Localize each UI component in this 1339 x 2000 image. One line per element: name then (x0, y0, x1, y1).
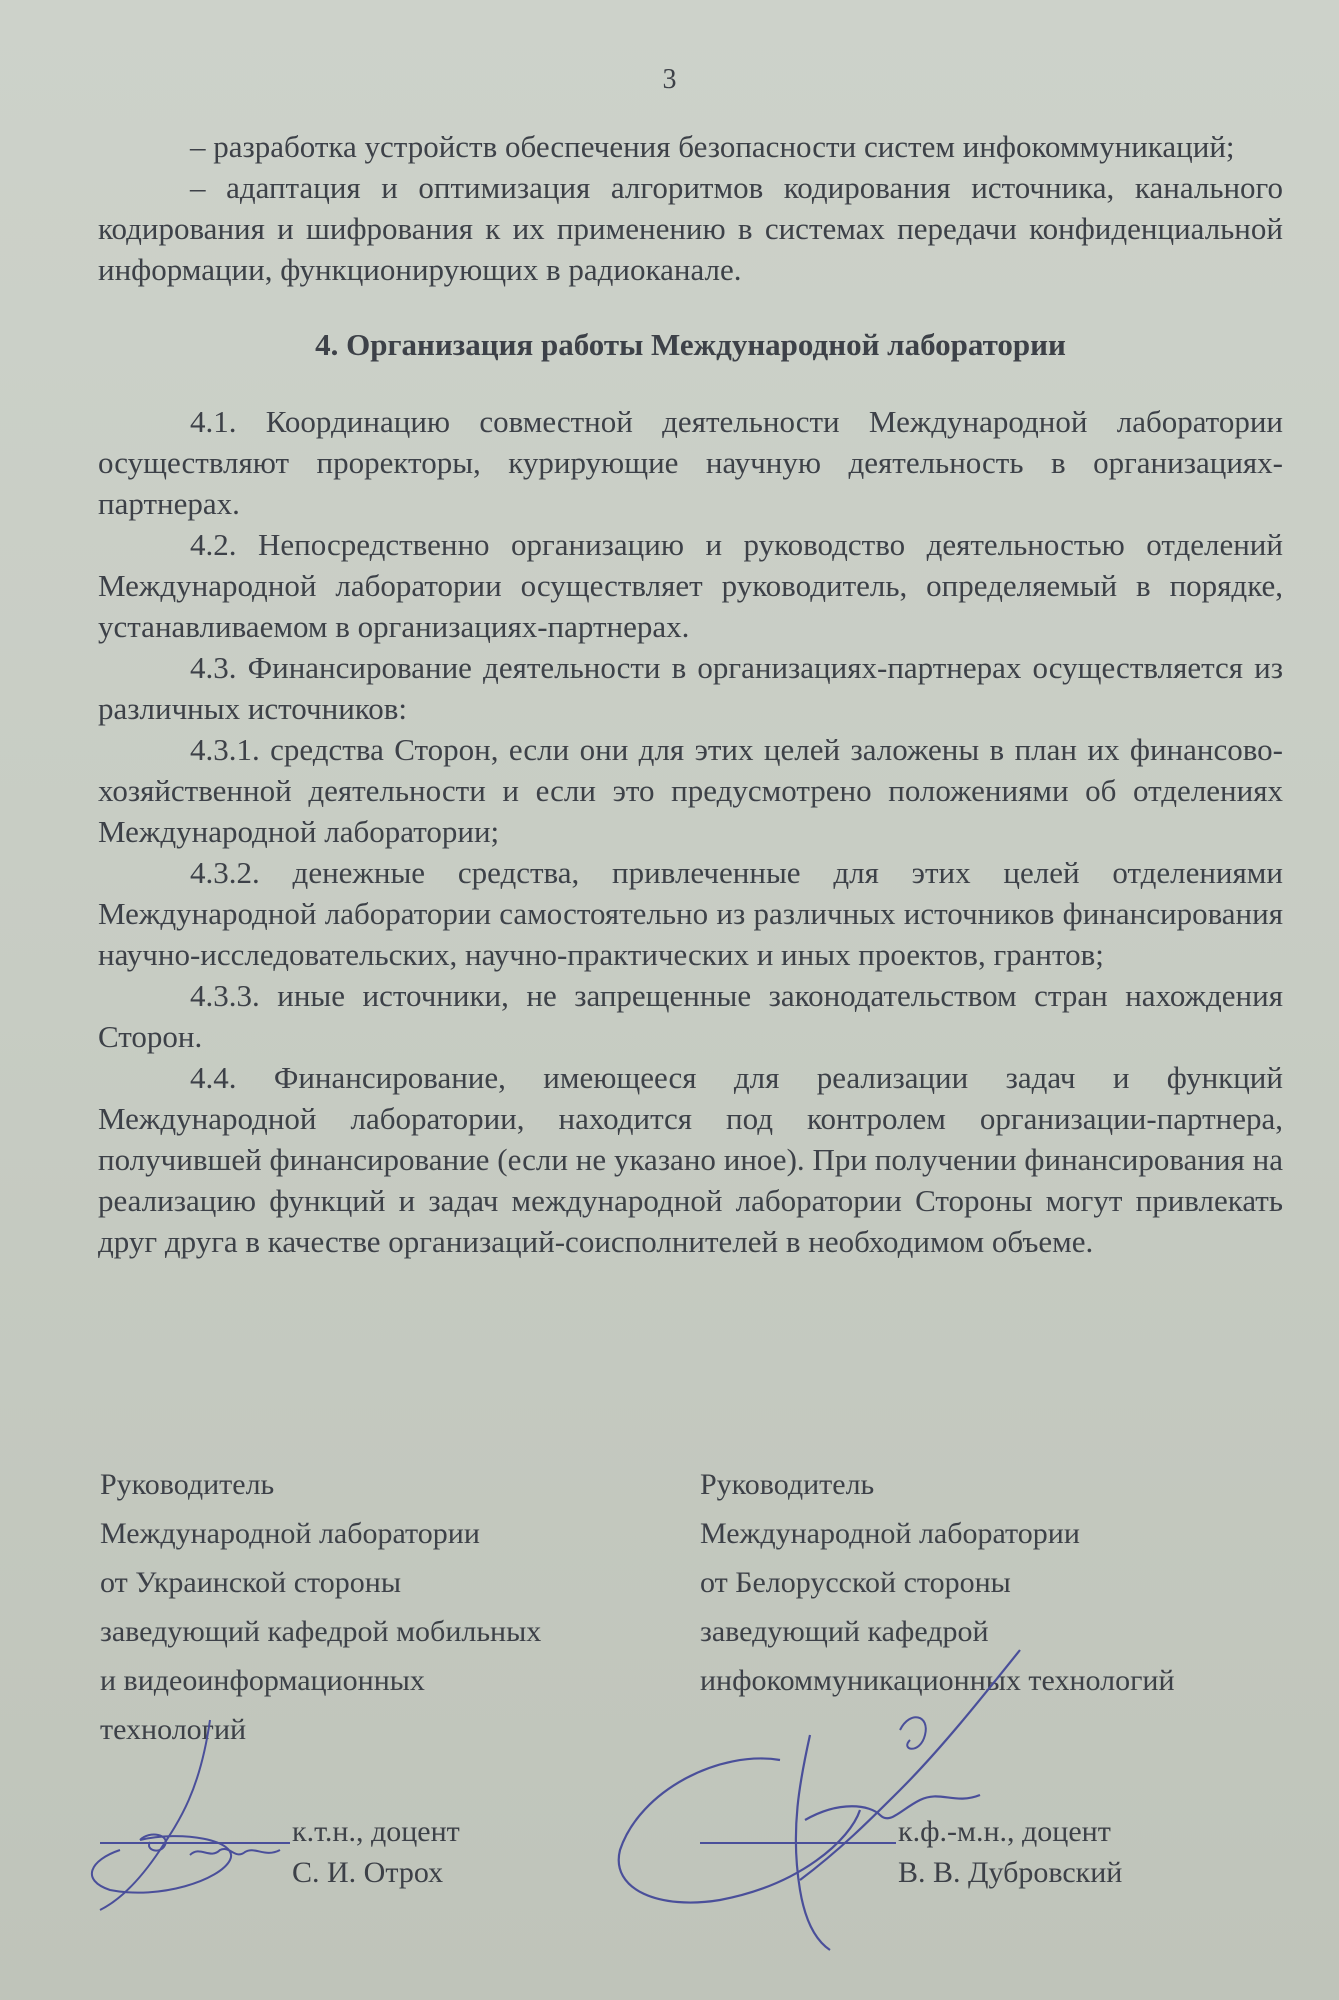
document-body (98, 126, 1283, 1262)
paragraph-4-1: 4.1. Координацию совместной деятельности Международной лаборатории осуществляют проректоры, курирующие научную деятельность в организациях-партнерах. (98, 404, 1283, 521)
sig-line: Международной лаборатории (100, 1517, 480, 1550)
paragraph-4-3-1: 4.3.1. средства Сторон, если они для этих целей заложены в план их финансово-хозяйственной деятельности и если это предусмотрено положениями об отделениях Международной лаборатории; (98, 732, 1283, 849)
signer-degree-ukrainian: к.т.н., доцент (292, 1815, 460, 1848)
signature-underline-left (100, 1842, 290, 1844)
signature-underline-right (700, 1842, 896, 1844)
sig-line: от Украинской стороны (100, 1566, 401, 1599)
sig-line: заведующий кафедрой мобильных (100, 1615, 542, 1648)
sig-line: инфокоммуникационных технологий (700, 1664, 1175, 1697)
sig-line: Руководитель (700, 1468, 875, 1501)
sig-line: технологий (100, 1713, 247, 1746)
sig-line: от Белорусской стороны (700, 1566, 1011, 1599)
page-number: 3 (662, 64, 677, 95)
sig-line: Руководитель (100, 1468, 275, 1501)
sig-line: и видеоинформационных (100, 1664, 425, 1697)
paragraph-4-3-2: 4.3.2. денежные средства, привлеченные для этих целей отделениями Международной лаборатории самостоятельно из различных источников финансирования научно-исследовательских, научно-практических и иных проектов, грантов; (98, 855, 1283, 972)
sig-line: заведующий кафедрой (700, 1615, 989, 1648)
list-item: – адаптация и оптимизация алгоритмов кодирования источника, канального кодирования и шифрования к их применению в системах передачи конфиденциальной информации, функционирующих в радиоканале. (98, 170, 1283, 287)
paragraph-4-3: 4.3. Финансирование деятельности в организациях-партнерах осуществляется из различных источников: (98, 650, 1283, 726)
sig-line: Международной лаборатории (700, 1517, 1080, 1550)
paragraph-4-3-3: 4.3.3. иные источники, не запрещенные законодательством стран нахождения Сторон. (98, 978, 1283, 1054)
section-heading: 4. Организация работы Международной лаборатории (315, 327, 1066, 362)
signature-block-belarusian (700, 1460, 1300, 1705)
signer-name-ukrainian: С. И. Отрох (292, 1856, 444, 1889)
list-item: – разработка устройств обеспечения безопасности систем инфокоммуникаций; (190, 129, 1235, 164)
paragraph-4-2: 4.2. Непосредственно организацию и руководство деятельностью отделений Международной лаборатории осуществляет руководитель, определяемый в порядке, устанавливаемом в организациях-партнерах. (98, 527, 1283, 644)
signature-block-ukrainian (100, 1460, 660, 1754)
signer-name-belarusian: В. В. Дубровский (898, 1856, 1123, 1889)
signer-degree-belarusian: к.ф.-м.н., доцент (898, 1815, 1111, 1848)
paragraph-4-4: 4.4. Финансирование, имеющееся для реализации задач и функций Международной лаборатории, находится под контролем организации-партнера, получившей финансирование (если не указано иное). При получении финансирования на реализацию функций и задач международной лаборатории Стороны могут привлекать друг друга в качестве организаций-соисполнителей в необходимом объеме. (98, 1060, 1283, 1259)
